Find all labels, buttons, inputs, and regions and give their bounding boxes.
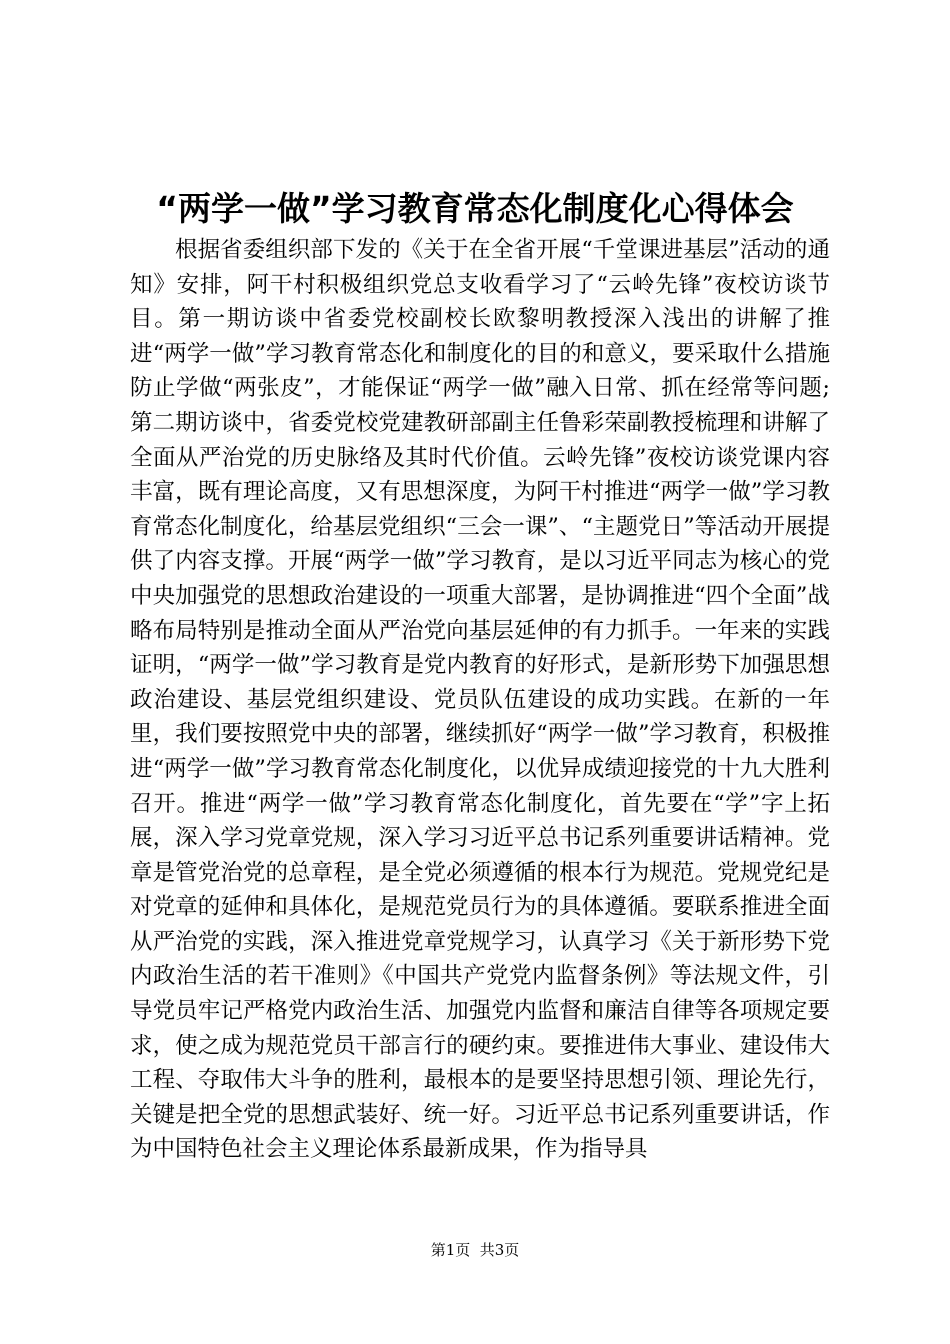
document-body-paragraph: 根据省委组织部下发的《关于在全省开展“千堂课进基层”活动的通知》安排，阿干村积极组织党总支收看学习了“云岭先锋”夜校访谈节目。第一期访谈中省委党校副校长欧黎明教授深入浅出的讲解了推进“两学一做”学习教育常态化和制度化的目的和意义，要采取什么措施防止学做“两张皮”，才能保证“两学一做”融入日常、抓在经常等问题;第二期访谈中，省委党校党建教研部副主任鲁彩荣副教授梳理和讲解了全面从严治党的历史脉络及其时代价值。云岭先锋”夜校访谈党课内容丰富，既有理论高度，又有思想深度，为阿干村推进“两学一做”学习教育常态化制度化，给基层党组织“三会一课”、“主题党日”等活动开展提供了内容支撑。开展“两学一做”学习教育，是以习近平同志为核心的党中央加强党的思想政治建设的一项重大部署，是协调推进“四个全面”战略布局特别是推动全面从严治党向基层延伸的有力抓手。一年来的实践证明，“两学一做”学习教育是党内教育的好形式，是新形势下加强思想政治建设、基层党组织建设、党员队伍建设的成功实践。在新的一年里，我们要按照党中央的部署，继续抓好“两学一做”学习教育，积极推进“两学一做”学习教育常态化制度化，以优异成绩迎接党的十九大胜利召开。推进“两学一做”学习教育常态化制度化，首先要在“学”字上拓展，深入学习党章党规，深入学习习近平总书记系列重要讲话精神。党章是管党治党的总章程，是全党必须遵循的根本行为规范。党规党纪是对党章的延伸和具体化，是规范党员行为的具体遵循。要联系推进全面从严治党的实践，深入推进党章党规学习，认真学习《关于新形势下党内政治生活的若干准则》《中国共产党党内监督条例》等法规文件，引导党员牢记严格党内政治生活、加强党内监督和廉洁自律等各项规定要求，使之成为规范党员干部言行的硬约束。要推进伟大事业、建设伟大工程、夺取伟大斗争的胜利，最根本的是要坚持思想引领、理论先行，关键是把全党的思想武装好、统一好。习近平总书记系列重要讲话，作为中国特色社会主义理论体系最新成果，作为指导具: [130, 237, 830, 1163]
page-number-footer: 第1页 共3页: [430, 1241, 520, 1259]
document-title: “两学一做”学习教育常态化制度化心得体会: [156, 189, 794, 228]
